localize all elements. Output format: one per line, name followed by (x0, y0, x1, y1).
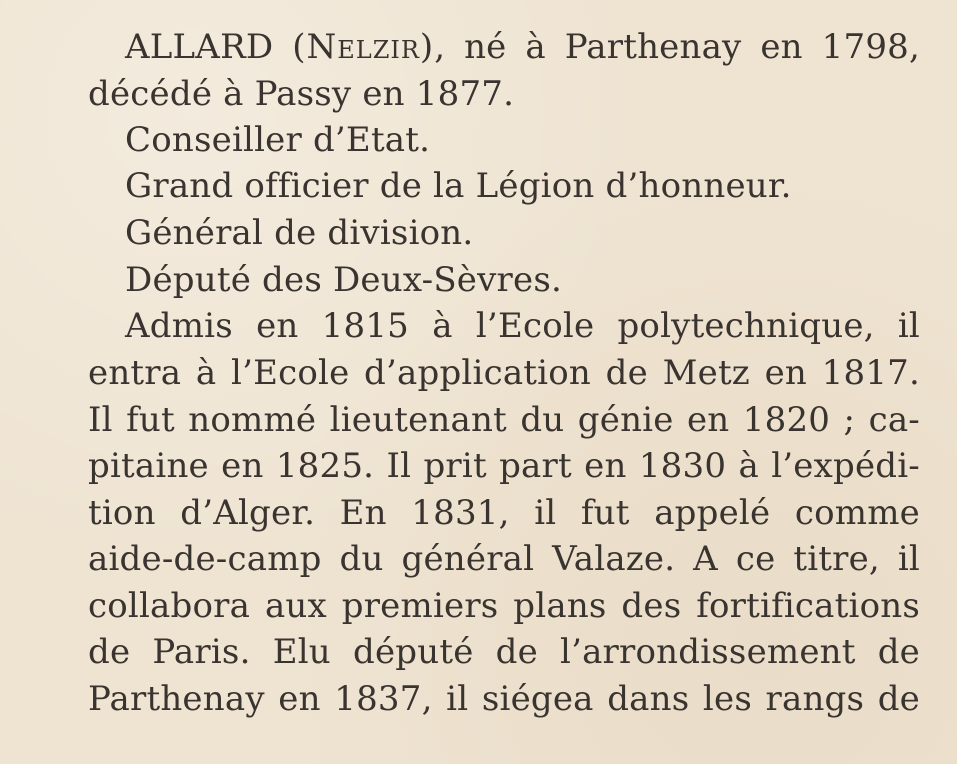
title-line: Député des Deux-Sèvres. (125, 260, 562, 300)
paragraph-line: Il fut nommé lieutenant du génie en 1820 ; ca- (88, 400, 920, 440)
title-line: Conseiller d’Etat. (125, 120, 431, 160)
paragraph-line: pitaine en 1825. Il prit part en 1830 à l’expédi- (88, 446, 920, 486)
paragraph-line: aide-de-camp du général Valaze. A ce titre, il (88, 539, 920, 579)
entry-surname: ALLARD (125, 27, 274, 67)
paragraph-line: tion d’Alger. En 1831, il fut appelé comme (88, 493, 920, 533)
title-line: Général de division. (125, 213, 474, 253)
entry-birth-info: , né à Parthenay en 1798, (434, 27, 920, 67)
paragraph-line: Admis en 1815 à l’Ecole polytechnique, il (125, 306, 920, 346)
entry-death-info: décédé à Passy en 1877. (88, 74, 515, 114)
entry-given-name: (Nelzir) (292, 27, 435, 67)
paragraph-line: collabora aux premiers plans des fortifications (88, 586, 920, 626)
entry-heading-line (125, 24, 920, 70)
title-line: Grand officier de la Légion d’honneur. (125, 166, 792, 206)
paragraph-line: de Paris. Elu député de l’arrondissement de (88, 632, 920, 672)
paragraph-line: entra à l’Ecole d’application de Metz en 1817. (88, 353, 920, 393)
paragraph-line: Parthenay en 1837, il siégea dans les rangs de (88, 679, 920, 719)
